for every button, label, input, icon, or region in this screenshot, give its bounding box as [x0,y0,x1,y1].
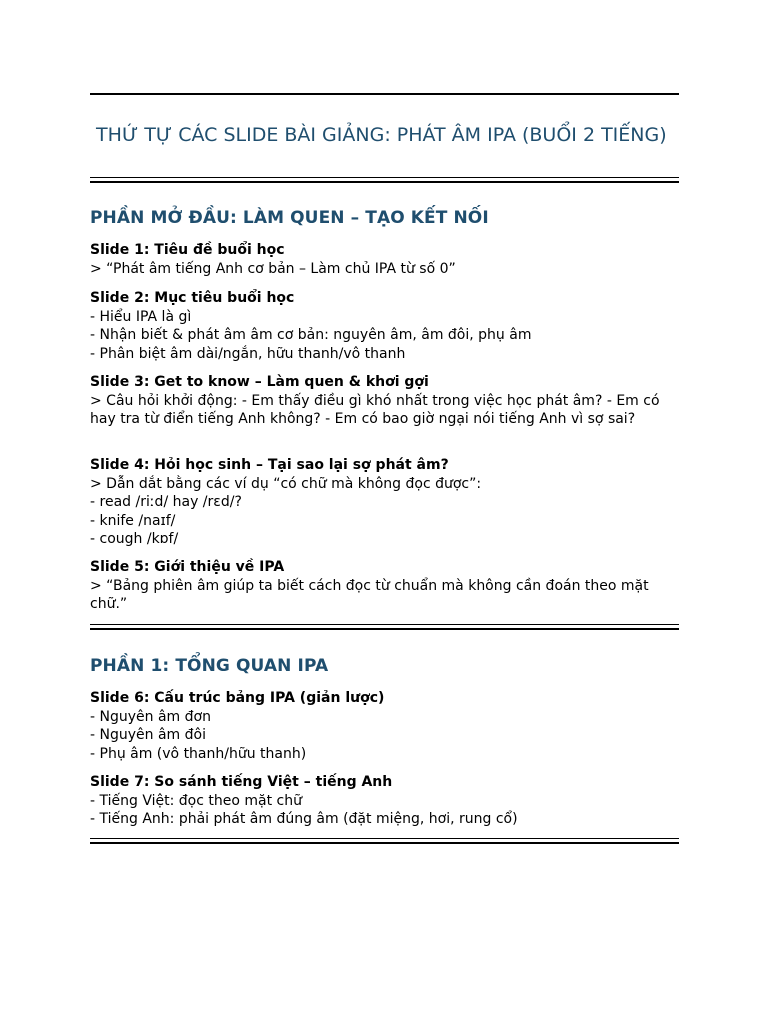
slide-line: > “Bảng phiên âm giúp ta biết cách đọc từ chuẩn mà không cần đoán theo mặt chữ.” [90,577,649,612]
slide-line: - Phân biệt âm dài/ngắn, hữu thanh/vô thanh [90,345,406,362]
slide-line: > Dẫn dắt bằng các ví dụ “có chữ mà không đọc được”: [90,475,482,492]
slide-line: - knife /naɪf/ [90,512,176,529]
slide-line: - Tiếng Việt: đọc theo mặt chữ [90,792,302,809]
slide-heading: Slide 1: Tiêu đề buổi học [90,242,285,258]
slide-heading: Slide 7: So sánh tiếng Việt – tiếng Anh [90,774,393,790]
section-divider [90,624,679,630]
slide-5 [90,558,679,614]
slide-heading: Slide 2: Mục tiêu buổi học [90,290,295,306]
slide-line: > Câu hỏi khởi động: - Em thấy điều gì khó nhất trong việc học phát âm? - Em có hay tra từ điển tiếng Anh không? - Em có bao giờ ngại nói tiếng Anh vì sợ sai? [90,392,660,427]
slide-heading: Slide 3: Get to know – Làm quen & khơi gợi [90,374,429,390]
slide-heading: Slide 4: Hỏi học sinh – Tại sao lại sợ phát âm? [90,457,449,473]
slide-line: > “Phát âm tiếng Anh cơ bản – Làm chủ IPA từ số 0” [90,260,456,277]
slide-line: - Phụ âm (vô thanh/hữu thanh) [90,745,307,762]
slide-4 [90,456,679,549]
slide-3 [90,373,679,429]
slide-line: - cough /kɒf/ [90,531,179,547]
slide-6 [90,689,679,763]
slide-1 [90,241,679,278]
title-divider [90,177,679,183]
slide-line: - Hiểu IPA là gì [90,308,192,325]
document-title: THỨ TỰ CÁC SLIDE BÀI GIẢNG: PHÁT ÂM IPA (BUỔI 2 TIẾNG) [90,124,667,146]
section-divider [90,838,679,844]
section-heading-intro: PHẦN MỞ ĐẦU: LÀM QUEN – TẠO KẾT NỐI [90,208,489,228]
slide-line: - Nguyên âm đôi [90,727,206,743]
slide-line: - Tiếng Anh: phải phát âm đúng âm (đặt miệng, hơi, rung cổ) [90,811,518,827]
slide-heading: Slide 5: Giới thiệu về IPA [90,559,285,575]
slide-line: - read /riːd/ hay /rɛd/? [90,494,242,510]
slide-2 [90,289,679,363]
slide-line: - Nguyên âm đơn [90,708,211,725]
top-rule [90,93,679,95]
section-heading-overview: PHẦN 1: TỔNG QUAN IPA [90,656,329,676]
slide-7 [90,773,679,829]
slide-line: - Nhận biết & phát âm âm cơ bản: nguyên âm, âm đôi, phụ âm [90,327,532,343]
slide-heading: Slide 6: Cấu trúc bảng IPA (giản lược) [90,690,385,706]
